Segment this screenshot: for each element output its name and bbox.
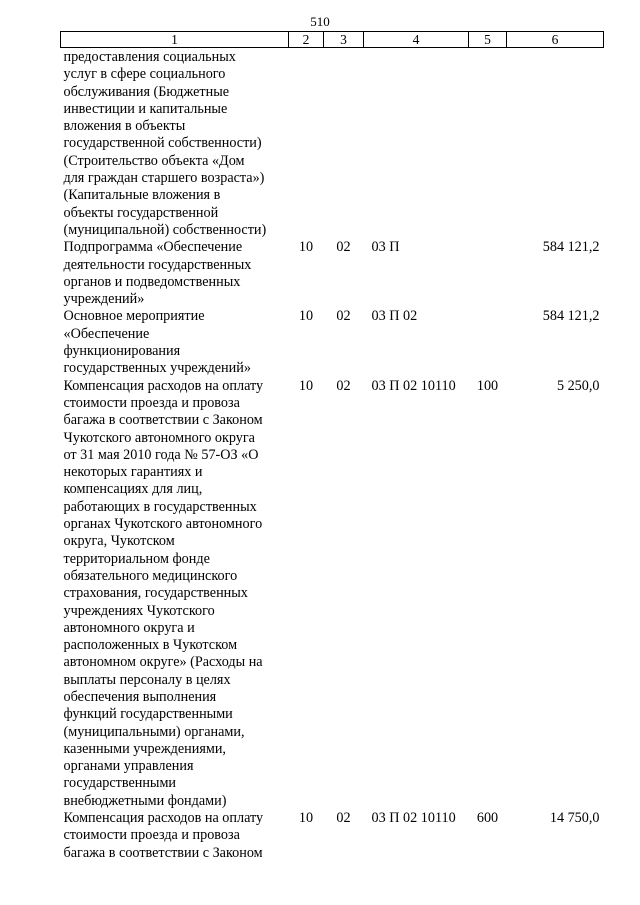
row-amount: 14 750,0 (549, 810, 600, 827)
page-number: 510 (310, 14, 330, 29)
table-row (61, 48, 604, 240)
row-amount: 584 121,2 (542, 239, 600, 256)
table-row (61, 810, 604, 862)
row-name: Основное мероприятие «Обеспечение функционирования государственных учреждений» (63, 308, 251, 377)
row-expense-type (469, 48, 507, 240)
row-amount (507, 48, 604, 240)
row-name: Подпрограмма «Обеспечение деятельности государственных органов и подведомственных учреждений» (63, 239, 252, 308)
row-subsection: 02 (336, 377, 351, 394)
row-target-code: 03 П (371, 239, 400, 256)
row-subsection: 02 (336, 810, 351, 827)
row-section: 10 (298, 810, 314, 827)
row-expense-type: 100 (476, 377, 499, 394)
table-row (61, 239, 604, 308)
column-header-2: 2 (289, 32, 324, 48)
row-expense-type: 600 (476, 810, 499, 827)
column-header-5: 5 (469, 32, 507, 48)
table-header-row (61, 32, 604, 48)
row-amount: 5 250,0 (556, 377, 600, 394)
row-target-code: 03 П 02 (371, 308, 418, 325)
table-row (61, 308, 604, 377)
row-name: Компенсация расходов на оплату стоимости проезда и провоза багажа в соответствии с Законом Чукотского автономного округа от 31 мая 2010 года № 57-ОЗ «О некоторых гарантиях и компенсациях для лиц, работающих в государственных органах Чукотского автономного округа, Чукотском территориальном фонде обязательного медицинского страхования, государственных учреждениях Чукотского автономного округа и расположенных в Чукотском автономном округе» (Расходы на выплаты персоналу в целях обеспечения выполнения функций государственными (муниципальными) органами, казенными учреждениями, органами управления государственными внебюджетными фондами) (63, 377, 264, 809)
row-name: Компенсация расходов на оплату стоимости проезда и провоза багажа в соответствии с Законом (63, 810, 264, 861)
row-expense-type (469, 239, 507, 308)
budget-table (60, 31, 604, 862)
row-target-code: 03 П 02 10110 (371, 810, 456, 827)
column-header-6: 6 (507, 32, 604, 48)
row-expense-type (469, 308, 507, 377)
row-name: предоставления социальных услуг в сфере социального обслуживания (Бюджетные инвестиции и капитальные вложения в объекты государственной собственности) (Строительство объекта «Дом для граждан старшего возраста») (Капитальные вложения в объекты государственной (муниципальной) собственности) (63, 49, 267, 238)
row-subsection (324, 48, 364, 240)
row-target-code (364, 48, 469, 240)
row-target-code: 03 П 02 10110 (371, 377, 456, 394)
row-section: 10 (298, 308, 314, 325)
row-section: 10 (298, 239, 314, 256)
table-row (61, 378, 604, 810)
row-subsection: 02 (336, 308, 351, 325)
row-amount: 584 121,2 (542, 308, 600, 325)
row-subsection: 02 (336, 239, 351, 256)
row-section (289, 48, 324, 240)
column-header-3: 3 (324, 32, 364, 48)
row-section: 10 (298, 377, 314, 394)
column-header-4: 4 (364, 32, 469, 48)
column-header-1: 1 (61, 32, 289, 48)
